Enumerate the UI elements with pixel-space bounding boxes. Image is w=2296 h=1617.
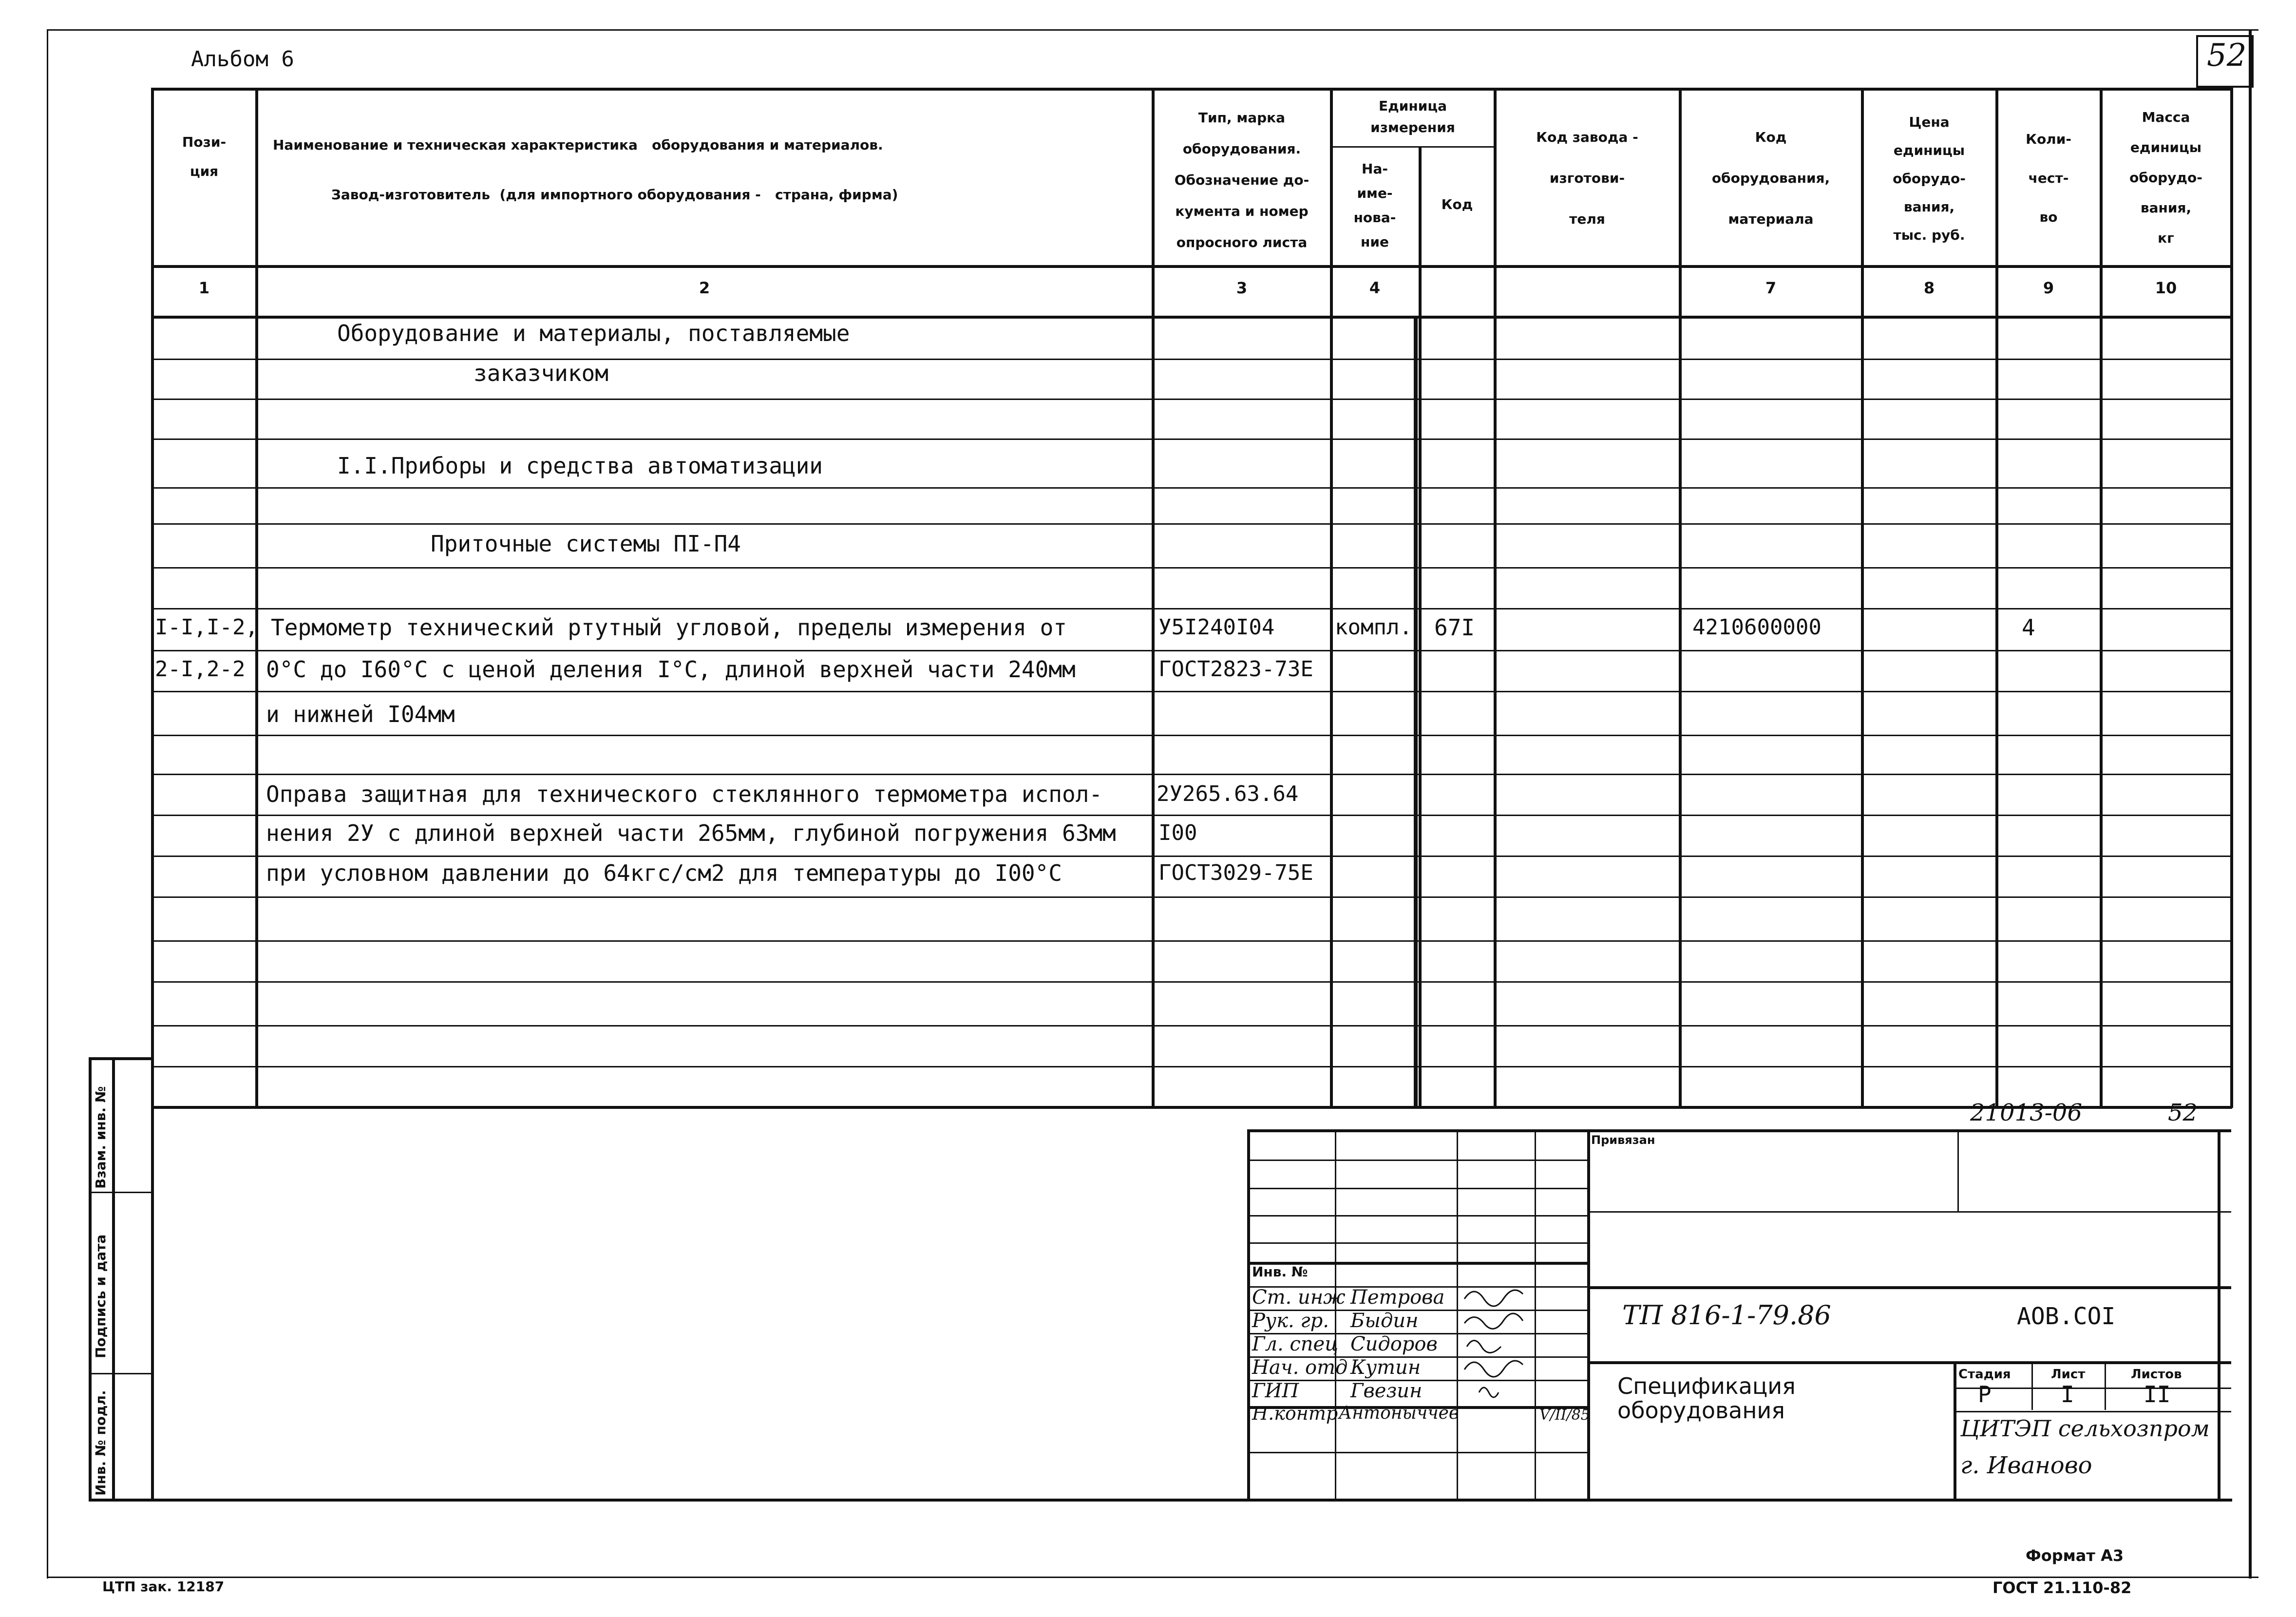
header-plant-code: Код завода - изготови- теля	[1536, 129, 1638, 227]
project-code: ТП 816-1-79.86	[1622, 1300, 1831, 1331]
item1-unit-code: 67I	[1434, 614, 1475, 641]
section-title-line1: Оборудование и материалы, поставляемые	[337, 320, 850, 346]
colnum-9: 9	[2043, 279, 2054, 297]
item1-name-line2: 0°С до I60°С с ценой деления I°С, длиной верхней части 240мм	[266, 656, 1076, 683]
drawing-left-line	[151, 1106, 154, 1501]
frame-left	[47, 29, 48, 1579]
doc-ref: 21013-06	[1970, 1099, 2082, 1126]
section-title-line2: заказчиком	[474, 360, 608, 386]
header-position: Пози- ция	[182, 134, 227, 179]
item1-position-line1: I-I,I-2,	[155, 615, 258, 640]
sig-name-5: Гвезин	[1350, 1380, 1423, 1402]
item2-type-line1: 2У265.63.64	[1157, 781, 1299, 806]
frame-top	[47, 29, 2258, 31]
item2-type-line3: ГОСТ3029-75Е	[1158, 860, 1313, 885]
item1-unit: компл.	[1335, 615, 1412, 640]
stage-value: Р	[1978, 1381, 1992, 1408]
frame-bottom	[47, 1577, 2258, 1578]
item1-position-line2: 2-I,2-2	[155, 657, 246, 682]
standard-label: ГОСТ 21.110-82	[1992, 1579, 2132, 1597]
attached-label: Привязан	[1591, 1133, 1655, 1147]
inv-number-label: Инв. №	[1252, 1264, 1308, 1280]
colnum-4: 4	[1369, 279, 1381, 297]
item1-material-code: 4210600000	[1692, 615, 1822, 640]
page-number: 52	[2207, 38, 2247, 74]
frame-right	[2249, 29, 2252, 1579]
item1-quantity: 4	[2022, 614, 2035, 641]
header-mass: Масса единицы оборудо- вания, кг	[2129, 109, 2202, 246]
subsection-title: I.I.Приборы и средства автоматизации	[337, 453, 823, 479]
header-material-code: Код оборудования, материала	[1711, 129, 1830, 227]
header-name-line1: Наименование и техническая характеристика оборудования и материалов.	[273, 137, 883, 153]
colnum-10: 10	[2155, 279, 2177, 297]
format-label: Формат А3	[2026, 1546, 2124, 1565]
header-quantity: Коли- чест- во	[2026, 131, 2071, 225]
colnum-7: 7	[1765, 279, 1777, 297]
sig-name-6: Антоныччев	[1339, 1403, 1459, 1423]
header-unit-name: На- име- нова- ние	[1353, 161, 1396, 250]
album-label: Альбом 6	[191, 47, 294, 72]
stage-label: Стадия	[1958, 1367, 2011, 1382]
signature-scribbles	[1460, 1284, 1537, 1406]
group-title: Приточные системы ПI-П4	[431, 531, 741, 557]
colnum-3: 3	[1236, 279, 1248, 297]
sig-role-2: Рук. гр.	[1252, 1310, 1329, 1332]
item1-type-line1: У5I240I04	[1158, 615, 1275, 640]
header-unit-code: Код	[1441, 196, 1473, 212]
bottom-left-note: ЦТП зак. 12187	[102, 1579, 225, 1595]
sign-date: V/II/85	[1539, 1407, 1590, 1424]
colnum-8: 8	[1923, 279, 1935, 297]
item2-name-line2: нения 2У с длиной верхней части 265мм, глубиной погружения 63мм	[266, 820, 1116, 846]
header-name-line2: Завод-изготовитель (для импортного оборудования - страна, фирма)	[331, 187, 898, 203]
document-title: Спецификация оборудования	[1617, 1373, 1796, 1424]
sheets-value: II	[2144, 1381, 2171, 1408]
item1-name-line1: Термометр технический ртутный угловой, пределы измерения от	[271, 614, 1067, 641]
header-unit: Единица измерения	[1370, 98, 1455, 135]
side-label-signature-date: Подпись и дата	[93, 1234, 109, 1358]
sig-name-4: Кутин	[1350, 1356, 1421, 1379]
side-label-inv-exchange: Взам. инв. №	[93, 1086, 109, 1189]
side-label-inv-original: Инв. № подл.	[93, 1390, 109, 1496]
sig-name-3: Сидоров	[1350, 1333, 1438, 1355]
sig-name-1: Петрова	[1350, 1286, 1445, 1309]
colnum-1: 1	[198, 279, 210, 297]
organization-line1: ЦИТЭП сельхозпром	[1960, 1415, 2210, 1442]
item1-name-line3: и нижней I04мм	[266, 701, 455, 727]
doc-ref-page: 52	[2168, 1099, 2198, 1126]
sig-role-3: Гл. спец	[1252, 1333, 1339, 1355]
sig-role-5: ГИП	[1252, 1380, 1299, 1402]
sig-name-2: Быдин	[1350, 1310, 1419, 1332]
sheet-code: АОВ.СОI	[2017, 1303, 2116, 1330]
item2-name-line1: Оправа защитная для технического стеклянного термометра испол-	[266, 781, 1103, 807]
colnum-2: 2	[699, 279, 710, 297]
sheet-label: Лист	[2051, 1367, 2086, 1382]
sig-role-6: Н.контр	[1252, 1403, 1338, 1424]
sig-role-1: Ст. инж	[1252, 1286, 1346, 1309]
sheets-label: Листов	[2131, 1367, 2182, 1382]
drawing-bottom-line	[151, 1499, 2232, 1502]
sig-role-4: Нач. отд	[1252, 1356, 1348, 1379]
item1-type-line2: ГОСТ2823-73Е	[1158, 657, 1313, 682]
header-type: Тип, марка оборудования. Обозначение до- кумента и номер опросного листа	[1174, 110, 1309, 250]
sheet-value: I	[2061, 1381, 2074, 1408]
item2-type-line2: I00	[1158, 820, 1197, 845]
item2-name-line3: при условном давлении до 64кгс/см2 для температуры до I00°С	[266, 860, 1062, 886]
organization-line2: г. Иваново	[1960, 1452, 2092, 1479]
header-price: Цена единицы оборудо- вания, тыс. руб.	[1893, 114, 1966, 243]
